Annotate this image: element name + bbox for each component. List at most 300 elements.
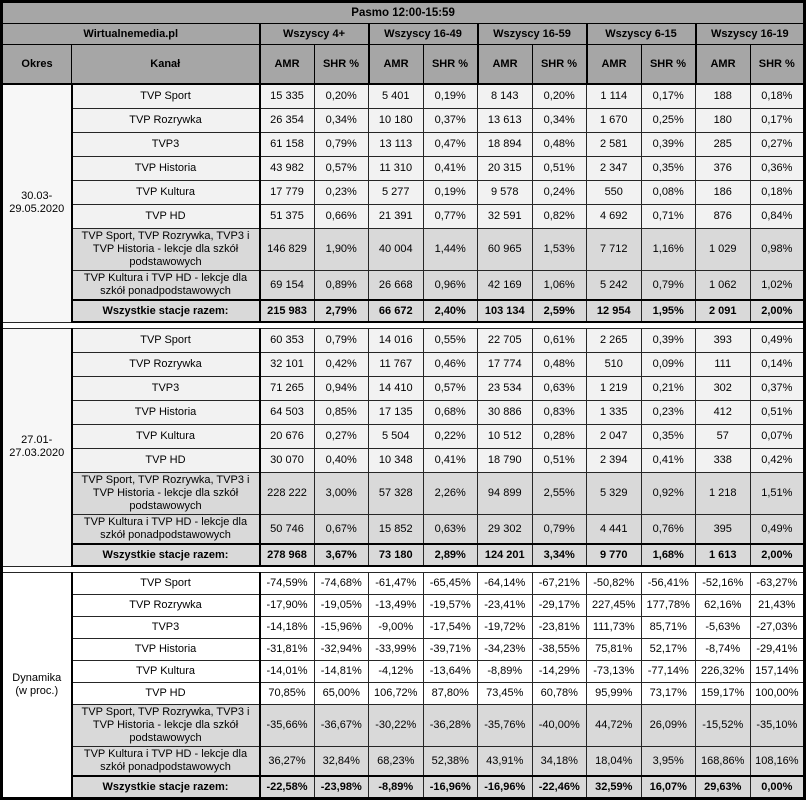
shr-value: -27,03%: [750, 617, 805, 639]
shr-value: 0,17%: [641, 84, 696, 109]
shr-value: -56,41%: [641, 573, 696, 595]
amr-value: 302: [696, 377, 751, 401]
shr-value: 0,48%: [532, 353, 587, 377]
shr-value: 0,37%: [750, 377, 805, 401]
amr-value: 66 672: [369, 300, 424, 322]
amr-value: 18 790: [478, 449, 533, 473]
channel-label-cell: TVP Sport: [72, 329, 260, 353]
amr-value: 1 062: [696, 271, 751, 301]
amr-value: 22 705: [478, 329, 533, 353]
amr-value: 94 899: [478, 473, 533, 515]
shr-value: 0,71%: [641, 205, 696, 229]
period-cell-0: [2, 84, 72, 322]
amr-value: 215 983: [260, 300, 315, 322]
amr-value: -13,49%: [369, 595, 424, 617]
section-2-row-5: [2, 683, 805, 705]
amr-value: 146 829: [260, 229, 315, 271]
shr-value: 0,66%: [314, 205, 369, 229]
amr-value: 124 201: [478, 544, 533, 566]
amr-value: 68,23%: [369, 747, 424, 777]
period-line: Dynamika: [12, 672, 62, 684]
shr-value: 0,20%: [314, 84, 369, 109]
amr-value: 5 504: [369, 425, 424, 449]
section-1-row-7: [2, 515, 805, 545]
amr-value: 550: [587, 181, 642, 205]
channel-label-cell: TVP Sport: [72, 573, 260, 595]
shr-value: -40,00%: [532, 705, 587, 747]
amr-value: 5 329: [587, 473, 642, 515]
shr-value: 0,41%: [423, 157, 478, 181]
amr-value: 43,91%: [478, 747, 533, 777]
amr-value: 111,73%: [587, 617, 642, 639]
shr-value: 2,59%: [532, 300, 587, 322]
channel-label-cell: TVP Historia: [72, 401, 260, 425]
amr-value: 1 219: [587, 377, 642, 401]
amr-value: -64,14%: [478, 573, 533, 595]
column-header-row: [2, 45, 805, 85]
group-header-1: Wszyscy 16-49: [369, 24, 478, 45]
table-body: [2, 84, 805, 799]
amr-value: 42 169: [478, 271, 533, 301]
amr-value: 43 982: [260, 157, 315, 181]
amr-value: 1 670: [587, 109, 642, 133]
shr-value: 73,17%: [641, 683, 696, 705]
shr-value: 1,53%: [532, 229, 587, 271]
amr-value: 10 180: [369, 109, 424, 133]
shr-value: 0,23%: [641, 401, 696, 425]
channel-label-cell: TVP3: [72, 133, 260, 157]
amr-value: 73 180: [369, 544, 424, 566]
amr-value: -30,22%: [369, 705, 424, 747]
section-0-row-5: [2, 205, 805, 229]
channel-label-cell: Wszystkie stacje razem:: [72, 300, 260, 322]
section-0-row-1: [2, 109, 805, 133]
shr-value: 0,57%: [423, 377, 478, 401]
section-1-row-1: [2, 353, 805, 377]
amr-header-0: AMR: [260, 45, 315, 85]
section-2-row-1: [2, 595, 805, 617]
amr-value: 228 222: [260, 473, 315, 515]
amr-value: -19,72%: [478, 617, 533, 639]
shr-value: 0,22%: [423, 425, 478, 449]
shr-value: 0,41%: [641, 449, 696, 473]
shr-value: 0,79%: [314, 133, 369, 157]
amr-value: 106,72%: [369, 683, 424, 705]
shr-value: 0,18%: [750, 181, 805, 205]
amr-value: -8,89%: [478, 661, 533, 683]
shr-value: 0,79%: [641, 271, 696, 301]
amr-header-1: AMR: [369, 45, 424, 85]
section-1-row-2: [2, 377, 805, 401]
shr-value: -36,28%: [423, 705, 478, 747]
amr-value: 57 328: [369, 473, 424, 515]
shr-value: 0,25%: [641, 109, 696, 133]
shr-value: -38,55%: [532, 639, 587, 661]
amr-value: 8 143: [478, 84, 533, 109]
channel-label-cell: TVP Kultura: [72, 181, 260, 205]
shr-header-0: SHR %: [314, 45, 369, 85]
channel-label-cell: TVP Rozrywka: [72, 109, 260, 133]
amr-value: 395: [696, 515, 751, 545]
amr-value: 1 114: [587, 84, 642, 109]
amr-value: -8,74%: [696, 639, 751, 661]
shr-value: -74,68%: [314, 573, 369, 595]
amr-value: 15 852: [369, 515, 424, 545]
shr-header-1: SHR %: [423, 45, 478, 85]
shr-value: 0,23%: [314, 181, 369, 205]
amr-value: 12 954: [587, 300, 642, 322]
shr-value: 60,78%: [532, 683, 587, 705]
amr-value: 2 047: [587, 425, 642, 449]
amr-value: 32,59%: [587, 776, 642, 799]
amr-value: -23,41%: [478, 595, 533, 617]
amr-value: -8,89%: [369, 776, 424, 799]
amr-value: 188: [696, 84, 751, 109]
amr-value: 32 101: [260, 353, 315, 377]
section-1-row-8: [2, 544, 805, 566]
shr-value: 2,79%: [314, 300, 369, 322]
amr-value: 17 774: [478, 353, 533, 377]
amr-header-2: AMR: [478, 45, 533, 85]
amr-value: 285: [696, 133, 751, 157]
channel-label-cell: TVP Kultura: [72, 661, 260, 683]
shr-value: 0,79%: [314, 329, 369, 353]
shr-value: 0,19%: [423, 84, 478, 109]
shr-value: 0,63%: [423, 515, 478, 545]
amr-value: -35,66%: [260, 705, 315, 747]
shr-value: 34,18%: [532, 747, 587, 777]
shr-value: 16,07%: [641, 776, 696, 799]
amr-value: 159,17%: [696, 683, 751, 705]
amr-value: 4 692: [587, 205, 642, 229]
amr-value: 2 581: [587, 133, 642, 157]
shr-value: -22,46%: [532, 776, 587, 799]
group-header-2: Wszyscy 16-59: [478, 24, 587, 45]
section-1-row-3: [2, 401, 805, 425]
channel-label-cell: TVP Sport, TVP Rozrywka, TVP3 i TVP Historia - lekcje dla szkół podstawowych: [72, 473, 260, 515]
shr-value: 0,79%: [532, 515, 587, 545]
channel-label-cell: TVP HD: [72, 683, 260, 705]
shr-value: 0,77%: [423, 205, 478, 229]
period-line: (w proc.): [15, 685, 59, 697]
shr-value: 1,51%: [750, 473, 805, 515]
amr-value: 23 534: [478, 377, 533, 401]
shr-value: 0,61%: [532, 329, 587, 353]
shr-value: 1,02%: [750, 271, 805, 301]
amr-value: 30 886: [478, 401, 533, 425]
amr-value: 62,16%: [696, 595, 751, 617]
amr-value: 226,32%: [696, 661, 751, 683]
shr-value: 0,40%: [314, 449, 369, 473]
amr-value: 1 335: [587, 401, 642, 425]
shr-value: -77,14%: [641, 661, 696, 683]
shr-value: 0,07%: [750, 425, 805, 449]
period-cell-2: [2, 573, 72, 799]
group-header-row: [2, 24, 805, 45]
shr-value: 52,38%: [423, 747, 478, 777]
amr-header-3: AMR: [587, 45, 642, 85]
shr-value: 0,49%: [750, 515, 805, 545]
amr-header-4: AMR: [696, 45, 751, 85]
shr-value: 0,68%: [423, 401, 478, 425]
shr-value: 2,00%: [750, 544, 805, 566]
amr-value: 1 613: [696, 544, 751, 566]
channel-label-cell: TVP Kultura: [72, 425, 260, 449]
shr-value: 1,90%: [314, 229, 369, 271]
shr-value: 0,34%: [314, 109, 369, 133]
channel-label-cell: Wszystkie stacje razem:: [72, 776, 260, 799]
amr-value: 4 441: [587, 515, 642, 545]
shr-value: 32,84%: [314, 747, 369, 777]
period-cell-1: [2, 329, 72, 567]
amr-value: 510: [587, 353, 642, 377]
group-header-4: Wszyscy 16-19: [696, 24, 805, 45]
shr-value: 0,18%: [750, 84, 805, 109]
section-2-row-2: [2, 617, 805, 639]
shr-value: 0,46%: [423, 353, 478, 377]
amr-value: 57: [696, 425, 751, 449]
shr-value: 0,20%: [532, 84, 587, 109]
channel-label-cell: TVP Rozrywka: [72, 595, 260, 617]
table-title: Pasmo 12:00-15:59: [2, 2, 805, 24]
amr-value: 5 277: [369, 181, 424, 205]
shr-value: 0,84%: [750, 205, 805, 229]
shr-value: -39,71%: [423, 639, 478, 661]
shr-value: -23,98%: [314, 776, 369, 799]
shr-value: 0,83%: [532, 401, 587, 425]
shr-value: -67,21%: [532, 573, 587, 595]
shr-value: 3,95%: [641, 747, 696, 777]
shr-value: 0,89%: [314, 271, 369, 301]
shr-value: 0,00%: [750, 776, 805, 799]
amr-value: -34,23%: [478, 639, 533, 661]
shr-value: 0,35%: [641, 157, 696, 181]
amr-value: 36,27%: [260, 747, 315, 777]
section-1-row-5: [2, 449, 805, 473]
channel-label-cell: TVP3: [72, 377, 260, 401]
amr-value: 61 158: [260, 133, 315, 157]
shr-header-2: SHR %: [532, 45, 587, 85]
amr-value: -4,12%: [369, 661, 424, 683]
amr-value: 14 410: [369, 377, 424, 401]
shr-value: 3,34%: [532, 544, 587, 566]
amr-value: -31,81%: [260, 639, 315, 661]
amr-value: 26 354: [260, 109, 315, 133]
shr-value: 0,51%: [532, 449, 587, 473]
shr-value: 0,09%: [641, 353, 696, 377]
shr-value: 2,26%: [423, 473, 478, 515]
amr-value: 111: [696, 353, 751, 377]
shr-value: 26,09%: [641, 705, 696, 747]
amr-value: 13 613: [478, 109, 533, 133]
period-line: 27.01-: [21, 434, 53, 447]
amr-value: 5 242: [587, 271, 642, 301]
shr-value: 0,17%: [750, 109, 805, 133]
shr-value: 0,37%: [423, 109, 478, 133]
shr-value: 0,67%: [314, 515, 369, 545]
shr-value: -29,17%: [532, 595, 587, 617]
shr-value: -15,96%: [314, 617, 369, 639]
amr-value: 29,63%: [696, 776, 751, 799]
amr-value: 40 004: [369, 229, 424, 271]
shr-value: 0,49%: [750, 329, 805, 353]
amr-value: -50,82%: [587, 573, 642, 595]
brand-header: Wirtualnemedia.pl: [2, 24, 260, 45]
channel-label-cell: TVP Sport, TVP Rozrywka, TVP3 i TVP Historia - lekcje dla szkół podstawowych: [72, 229, 260, 271]
shr-value: 0,35%: [641, 425, 696, 449]
amr-value: 64 503: [260, 401, 315, 425]
shr-header-4: SHR %: [750, 45, 805, 85]
shr-value: 1,16%: [641, 229, 696, 271]
shr-value: 0,21%: [641, 377, 696, 401]
shr-value: 177,78%: [641, 595, 696, 617]
shr-value: 85,71%: [641, 617, 696, 639]
shr-value: 0,27%: [314, 425, 369, 449]
amr-value: 95,99%: [587, 683, 642, 705]
amr-value: 278 968: [260, 544, 315, 566]
channel-label-cell: TVP Kultura i TVP HD - lekcje dla szkół ponadpodstawowych: [72, 271, 260, 301]
amr-value: 14 016: [369, 329, 424, 353]
shr-value: 0,34%: [532, 109, 587, 133]
amr-value: 71 265: [260, 377, 315, 401]
kanal-column-header: Kanał: [72, 45, 260, 85]
amr-value: 1 029: [696, 229, 751, 271]
shr-value: -14,29%: [532, 661, 587, 683]
amr-value: 13 113: [369, 133, 424, 157]
period-line: 29.05.2020: [9, 203, 65, 216]
amr-value: 10 348: [369, 449, 424, 473]
shr-value: 65,00%: [314, 683, 369, 705]
channel-label-cell: TVP Historia: [72, 639, 260, 661]
amr-value: 15 335: [260, 84, 315, 109]
amr-value: 2 091: [696, 300, 751, 322]
shr-value: 1,44%: [423, 229, 478, 271]
shr-value: 0,42%: [314, 353, 369, 377]
section-2-row-4: [2, 661, 805, 683]
shr-value: 0,55%: [423, 329, 478, 353]
shr-value: 0,48%: [532, 133, 587, 157]
shr-value: 0,94%: [314, 377, 369, 401]
section-0-row-8: [2, 300, 805, 322]
shr-value: -23,81%: [532, 617, 587, 639]
shr-value: 0,63%: [532, 377, 587, 401]
amr-value: 9 770: [587, 544, 642, 566]
section-1-row-0: [2, 329, 805, 353]
shr-value: -35,10%: [750, 705, 805, 747]
shr-value: -19,05%: [314, 595, 369, 617]
amr-value: -9,00%: [369, 617, 424, 639]
shr-value: 2,55%: [532, 473, 587, 515]
amr-value: 69 154: [260, 271, 315, 301]
amr-value: -61,47%: [369, 573, 424, 595]
shr-value: -19,57%: [423, 595, 478, 617]
section-2-row-6: [2, 705, 805, 747]
amr-value: -33,99%: [369, 639, 424, 661]
shr-value: -63,27%: [750, 573, 805, 595]
shr-value: 3,00%: [314, 473, 369, 515]
amr-value: -35,76%: [478, 705, 533, 747]
amr-value: 227,45%: [587, 595, 642, 617]
shr-value: 0,82%: [532, 205, 587, 229]
amr-value: 70,85%: [260, 683, 315, 705]
shr-value: 87,80%: [423, 683, 478, 705]
amr-value: 73,45%: [478, 683, 533, 705]
shr-value: 0,28%: [532, 425, 587, 449]
amr-value: 11 310: [369, 157, 424, 181]
amr-value: 32 591: [478, 205, 533, 229]
amr-value: 2 265: [587, 329, 642, 353]
section-1-row-4: [2, 425, 805, 449]
amr-value: 20 315: [478, 157, 533, 181]
amr-value: 50 746: [260, 515, 315, 545]
amr-value: 17 135: [369, 401, 424, 425]
section-2-row-8: [2, 776, 805, 799]
amr-value: -73,13%: [587, 661, 642, 683]
title-row: [2, 2, 805, 24]
channel-label-cell: Wszystkie stacje razem:: [72, 544, 260, 566]
amr-value: 393: [696, 329, 751, 353]
section-2-row-0: [2, 573, 805, 595]
section-2-row-3: [2, 639, 805, 661]
okres-column-header: Okres: [2, 45, 72, 85]
shr-value: -13,64%: [423, 661, 478, 683]
amr-value: 1 218: [696, 473, 751, 515]
channel-label-cell: TVP3: [72, 617, 260, 639]
amr-value: 75,81%: [587, 639, 642, 661]
amr-value: -74,59%: [260, 573, 315, 595]
channel-label-cell: TVP Historia: [72, 157, 260, 181]
shr-value: 1,95%: [641, 300, 696, 322]
shr-value: 0,14%: [750, 353, 805, 377]
amr-value: 17 779: [260, 181, 315, 205]
shr-value: 3,67%: [314, 544, 369, 566]
shr-value: 0,27%: [750, 133, 805, 157]
shr-value: 2,00%: [750, 300, 805, 322]
amr-value: 5 401: [369, 84, 424, 109]
shr-value: 52,17%: [641, 639, 696, 661]
shr-value: -32,94%: [314, 639, 369, 661]
shr-header-3: SHR %: [641, 45, 696, 85]
section-0-row-7: [2, 271, 805, 301]
section-0-row-2: [2, 133, 805, 157]
shr-value: 21,43%: [750, 595, 805, 617]
shr-value: 0,24%: [532, 181, 587, 205]
shr-value: 2,40%: [423, 300, 478, 322]
shr-value: -14,81%: [314, 661, 369, 683]
shr-value: 100,00%: [750, 683, 805, 705]
shr-value: 0,92%: [641, 473, 696, 515]
shr-value: 0,51%: [750, 401, 805, 425]
amr-value: 44,72%: [587, 705, 642, 747]
amr-value: 51 375: [260, 205, 315, 229]
shr-value: 0,85%: [314, 401, 369, 425]
channel-label-cell: TVP Sport: [72, 84, 260, 109]
shr-value: 0,47%: [423, 133, 478, 157]
amr-value: 876: [696, 205, 751, 229]
amr-value: 7 712: [587, 229, 642, 271]
amr-value: 18 894: [478, 133, 533, 157]
amr-value: 103 134: [478, 300, 533, 322]
amr-value: 186: [696, 181, 751, 205]
amr-value: 338: [696, 449, 751, 473]
shr-value: -17,54%: [423, 617, 478, 639]
section-0-row-0: [2, 84, 805, 109]
amr-value: -17,90%: [260, 595, 315, 617]
shr-value: -65,45%: [423, 573, 478, 595]
shr-value: 0,51%: [532, 157, 587, 181]
shr-value: 0,41%: [423, 449, 478, 473]
channel-label-cell: TVP HD: [72, 205, 260, 229]
